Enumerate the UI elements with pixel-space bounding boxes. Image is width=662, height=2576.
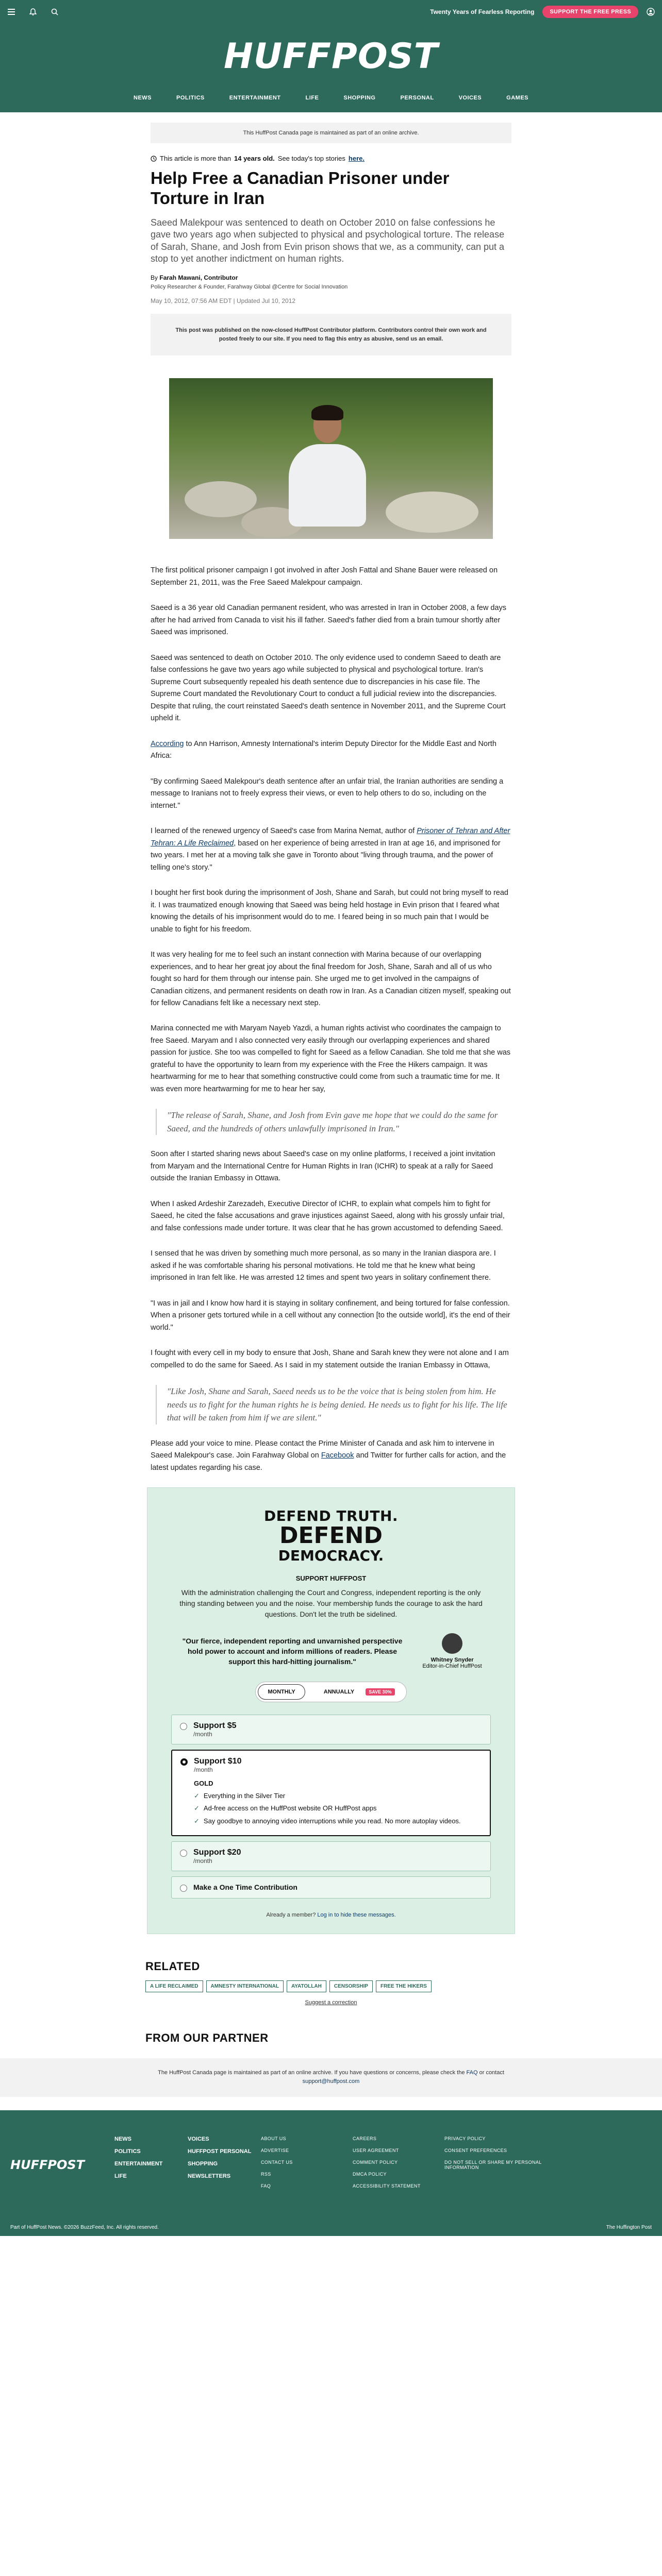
nav-item-entertainment[interactable]: ENTERTAINMENT xyxy=(229,95,281,101)
clock-icon xyxy=(151,156,157,162)
tier-tag: GOLD xyxy=(194,1780,213,1788)
tier-period: /month xyxy=(193,1731,212,1738)
radio-button[interactable] xyxy=(180,1885,187,1892)
related-tags xyxy=(145,1980,517,1992)
paragraph-text: , based on her experience of being arrested in Iran at age 16, and imprisoned for two years. I met her at a moving talk she gave in Toronto about "living through trauma, and the power of telling one's story." xyxy=(151,839,501,872)
tier-name: Support $10 xyxy=(194,1757,242,1766)
list-item xyxy=(194,1817,461,1826)
member-login-link[interactable]: Log in to hide these messages. xyxy=(317,1911,396,1918)
photo-rock xyxy=(185,481,257,517)
radio-button[interactable] xyxy=(180,1723,187,1730)
paragraph: "By confirming Saeed Malekpour's death sentence after an unfair trial, the Iranian authorities are sending a message to Iranians not to freely express their views, or even to help others to do so, including on the internet." xyxy=(151,777,504,810)
from-our-partner-title: FROM OUR PARTNER xyxy=(145,2031,269,2044)
pull-quote: "Like Josh, Shane and Sarah, Saeed needs us to be the voice that is being stolen from him. He needs us to fight for the human rights he is being denied. He needs us to fight for his life. The life that will be taken from him if we are silent." xyxy=(156,1385,511,1425)
support-intro: With the administration challenging the Court and Congress, independent reporting is the only thing standing between you and the noise. Your membership funds the courage to ask the hard questions. Don't let the truth be sidelined. xyxy=(179,1588,483,1619)
paragraph xyxy=(151,738,511,762)
footer-link[interactable]: USER AGREEMENT xyxy=(353,2147,399,2153)
footer-bottom xyxy=(10,2225,652,2230)
menu-icon[interactable] xyxy=(7,8,15,16)
paragraph: Marina connected me with Maryam Nayeb Yazdi, a human rights activist who coordinates the campaign to free Saeed. Maryam and I also connected very easily through our overlapping experiences and shared passion for justice. She too was compelled to fight for Saeed as a fellow Canadian. She told me that she was grateful to have the opportunity to learn from my experience with the Free the Hikers campaign. It was heartwarming for me to hear that something constructive could come from such a traumatic time for me. It was even more heartwarming for me to hear her say, xyxy=(151,1024,511,1093)
note-text: The HuffPost Canada page is maintained as part of an online archive. If you have questions or concerns, please check the xyxy=(158,2069,467,2076)
member-text: Already a member? xyxy=(266,1911,316,1918)
billing-toggle xyxy=(255,1682,406,1702)
save-badge: SAVE 30% xyxy=(366,1688,394,1696)
paragraph: I sensed that he was driven by something much more personal, as so many in the Iranian diaspora are. I asked if he was comfortable sharing his personal motivations. He told me that he knew what being imprisoned in Iran felt like. He was arrested 12 times and spent two years in solitary confinement there. xyxy=(151,1249,496,1282)
article-photo xyxy=(169,378,493,539)
author-name[interactable]: Farah Mawani, Contributor xyxy=(159,274,238,282)
tier-name: Make a One Time Contribution xyxy=(193,1883,297,1891)
archive-notice: This HuffPost Canada page is maintained as part of an online archive. xyxy=(151,123,511,143)
paragraph xyxy=(151,825,511,874)
footer-link[interactable]: FAQ xyxy=(261,2183,271,2189)
tagline: Twenty Years of Fearless Reporting xyxy=(430,8,535,15)
tier-period: /month xyxy=(194,1766,213,1774)
footer-link[interactable]: DMCA POLICY xyxy=(353,2171,387,2177)
author-role: Policy Researcher & Founder, Farahway Global @Centre for Social Innovation xyxy=(151,284,348,291)
search-icon[interactable] xyxy=(51,8,59,16)
support-tiers xyxy=(171,1715,491,1899)
nav-item-voices[interactable]: VOICES xyxy=(458,95,482,101)
notification-bell-icon[interactable] xyxy=(29,8,37,16)
support-headline-3: DEMOCRACY. xyxy=(278,1547,384,1565)
copyright: Part of HuffPost News. ©2026 BuzzFeed, Inc. All rights reserved. xyxy=(10,2224,159,2230)
photo-person-hair xyxy=(311,405,343,420)
nav-item-personal[interactable]: PERSONAL xyxy=(400,95,434,101)
perk-text: Ad-free access on the HuffPost website OR HuffPost apps xyxy=(203,1804,377,1812)
tier-10[interactable] xyxy=(171,1750,491,1836)
footer-link[interactable]: RSS xyxy=(261,2171,271,2177)
faq-link[interactable]: FAQ xyxy=(466,2069,478,2076)
footer-link[interactable]: ABOUT US xyxy=(261,2136,287,2141)
article-subhead: Saeed Malekpour was sentenced to death on October 2010 on false confessions he gave two years ago when subjected to physical and psychological torture. The release of Sarah, Shane, and Josh from Evin prison shows that we, as a community, can put a stop to yet another indictment on human rights. xyxy=(151,217,505,264)
footer-link[interactable]: NEWSLETTERS xyxy=(188,2173,231,2179)
article-body xyxy=(151,565,511,1474)
site-header xyxy=(0,0,662,112)
top-stories-link[interactable]: here. xyxy=(348,155,365,162)
paragraph: It was very healing for me to feel such an instant connection with Marina because of our overlapping experiences, and to hear her great joy about the final freedom for Josh, Shane, Sarah and all of us who fought so hard for them through our intense pain. She urged me to get involved in the campaigns of Canadian citizens, and permanent residents on death row in Iran. As a Canadian citizen myself, speaking out for fellow Canadians felt like a necessary next step. xyxy=(151,951,511,1007)
footer-link[interactable]: ACCESSIBILITY STATEMENT xyxy=(353,2183,421,2189)
age-note-text: This article is more than xyxy=(160,155,231,162)
footer-link[interactable]: ENTERTAINMENT xyxy=(114,2160,163,2167)
tier-one-time[interactable] xyxy=(171,1876,491,1899)
age-note-suffix: See today's top stories xyxy=(277,155,345,162)
facebook-link[interactable]: Facebook xyxy=(321,1451,354,1460)
tier-name: Support $5 xyxy=(193,1721,237,1731)
top-bar-right xyxy=(430,6,655,18)
nav-item-life[interactable]: LIFE xyxy=(305,95,319,101)
nav-item-politics[interactable]: POLITICS xyxy=(176,95,205,101)
according-link[interactable]: According xyxy=(151,739,184,748)
footer-col-company xyxy=(261,2136,353,2195)
nav-item-shopping[interactable]: SHOPPING xyxy=(343,95,376,101)
toggle-monthly[interactable]: MONTHLY xyxy=(258,1684,305,1700)
check-icon: ✓ xyxy=(194,1804,200,1812)
support-headline-1: DEFEND TRUTH. xyxy=(263,1507,399,1525)
photo-person-body xyxy=(289,444,366,527)
footer-link[interactable]: CAREERS xyxy=(353,2136,377,2141)
list-item xyxy=(194,1804,461,1813)
check-icon: ✓ xyxy=(194,1792,200,1800)
toggle-annually[interactable] xyxy=(305,1685,404,1699)
footer-col-more xyxy=(188,2136,261,2195)
footer-link[interactable]: CONTACT US xyxy=(261,2159,293,2165)
tag-censorship[interactable]: CENSORSHIP xyxy=(329,1980,373,1992)
perk-text: Everything in the Silver Tier xyxy=(203,1792,286,1800)
footer-link[interactable]: PRIVACY POLICY xyxy=(444,2136,486,2141)
avatar xyxy=(442,1633,462,1654)
paragraph: Saeed is a 36 year old Canadian permanent resident, who was arrested in Iran in October 2008, a few days after he had arrived from Canada to visit his ill father. Saeed's father died from a brain tumour shortly after Saeed was imprisoned. xyxy=(151,604,506,637)
age-note-value: 14 years old. xyxy=(234,155,275,162)
support-email-link[interactable]: support@huffpost.com xyxy=(302,2078,360,2085)
footer-link[interactable]: HUFFPOST PERSONAL xyxy=(188,2148,252,2155)
article-title: Help Free a Canadian Prisoner under Torture in Iran xyxy=(151,168,450,208)
pull-quote: "The release of Sarah, Shane, and Josh from Evin gave me hope that we could do the same for Saeed, and the hundreds of others unlawfully imprisoned in Iran." xyxy=(156,1109,511,1135)
footer-link[interactable]: SHOPPING xyxy=(188,2160,218,2167)
nav-item-news[interactable]: NEWS xyxy=(134,95,152,101)
tier-period: /month xyxy=(193,1857,212,1865)
paragraph-text: and Twitter for further calls for action, and the latest updates regarding his case. xyxy=(151,1451,506,1472)
tag-ayatollah[interactable]: AYATOLLAH xyxy=(287,1980,326,1992)
paragraph: "I was in jail and I know how hard it is staying in solitary confinement, and being tortured for false confession. When a prisoner gets tortured while in a cell without any connection [to the outside world], it's the end of their world." xyxy=(151,1299,510,1332)
tier-perks xyxy=(194,1791,461,1826)
tag-free-the-hikers[interactable]: FREE THE HIKERS xyxy=(376,1980,432,1992)
footer-link[interactable]: DO NOT SELL OR SHARE MY PERSONAL INFORMATION xyxy=(444,2159,542,2170)
footer-link[interactable]: NEWS xyxy=(114,2136,131,2142)
paragraph: I bought her first book during the imprisonment of Josh, Shane and Sarah, but could not bring myself to read it. I was traumatized enough knowing that Saeed was being held hostage in Evin prison that I feared what knowing the details of his imprisonment would do to me. I feared being in so much pain that I would be unable to fight for his freedom. xyxy=(151,889,508,934)
footer-link[interactable]: VOICES xyxy=(188,2136,209,2142)
check-icon: ✓ xyxy=(194,1817,200,1825)
paragraph: Soon after I started sharing news about Saeed's case on my online platforms, I received a joint invitation from Maryam and the International Centre for Human Rights in Iran (ICHR) to speak at a rally for Saeed outside the Iranian Embassy in Ottawa. xyxy=(151,1150,495,1183)
tier-name: Support $20 xyxy=(193,1848,241,1857)
footer-col-legal xyxy=(353,2136,444,2195)
paragraph: When I asked Ardeshir Zarezadeh, Executive Director of ICHR, to explain what compels him to fight for Saeed, he cited the false accusations and grave injustices against Saeed, along with his grossly unfair trial, and false confessions made under torture. It was clear that he has grown accustomed to defending Saeed. xyxy=(151,1199,505,1232)
article xyxy=(151,123,511,1474)
footer-link[interactable]: CONSENT PREFERENCES xyxy=(444,2147,507,2153)
contributor-notice: This post was published on the now-closed HuffPost Contributor platform. Contributors control their own work and posted freely to our site. If you need to flag this entry as abusive, send us an email. xyxy=(151,314,511,355)
tag-a-life-reclaimed[interactable]: A LIFE RECLAIMED xyxy=(145,1980,203,1992)
footer-col-privacy xyxy=(444,2136,553,2195)
toggle-annually-label: ANNUALLY xyxy=(323,1689,355,1696)
note-text: or contact xyxy=(477,2069,504,2076)
footer-logo[interactable]: HUFFPOST xyxy=(10,2157,85,2172)
suggest-correction-link[interactable]: Suggest a correction xyxy=(305,1999,357,2006)
article-age-notice xyxy=(151,155,511,162)
footer-link[interactable]: LIFE xyxy=(114,2173,127,2179)
related-section xyxy=(145,1960,517,2006)
top-bar xyxy=(0,0,662,24)
editor-info xyxy=(419,1633,486,1669)
article-dates: May 10, 2012, 07:56 AM EDT | Updated Jul 10, 2012 xyxy=(151,297,296,305)
photo-rock xyxy=(386,492,478,533)
tag-amnesty-international[interactable]: AMNESTY INTERNATIONAL xyxy=(206,1980,284,1992)
paragraph: I fought with every cell in my body to ensure that Josh, Shane and Sarah knew they were not alone and I am compelled to do the same for Saeed. As I said in my statement outside the Iranian Embassy in Ottawa, xyxy=(151,1349,509,1369)
footer-col-sections xyxy=(114,2136,188,2195)
editor-name: Whitney Snyder xyxy=(431,1657,474,1664)
support-free-press-button[interactable]: SUPPORT THE FREE PRESS xyxy=(542,6,638,18)
paragraph xyxy=(151,1438,511,1474)
byline xyxy=(151,274,511,290)
paragraph-text: to Ann Harrison, Amnesty International's interim Deputy Director for the Middle East and North Africa: xyxy=(151,739,496,760)
editor-quote-text: "Our fierce, independent reporting and unvarnished perspective hold power to account and inform millions of readers. Please support this hard-hitting journalism." xyxy=(182,1636,403,1666)
paragraph-text: Please add your voice to mine. Please contact the Prime Minister of Canada and ask him to intervene in Saeed Malekpour's case. Join Farahway Global on xyxy=(151,1439,494,1460)
editor-title: Editor-in-Chief HuffPost xyxy=(422,1663,482,1670)
paragraph: The first political prisoner campaign I got involved in after Josh Fattal and Shane Bauer were released on September 21, 2011, was the Free Saeed Malekpour campaign. xyxy=(151,566,498,587)
radio-button[interactable] xyxy=(180,1850,187,1857)
footer-link[interactable]: POLITICS xyxy=(114,2148,141,2155)
paragraph-text: I learned of the renewed urgency of Saeed's case from Marina Nemat, author of xyxy=(151,827,417,836)
footer-link[interactable]: ADVERTISE xyxy=(261,2147,289,2153)
support-label: SUPPORT HUFFPOST xyxy=(295,1574,367,1583)
account-icon[interactable] xyxy=(647,8,655,16)
footer-columns xyxy=(114,2136,553,2195)
radio-button[interactable] xyxy=(180,1758,188,1766)
book-link[interactable]: Prisoner of Tehran and After Tehran: A Life Reclaimed xyxy=(151,827,510,848)
tier-5[interactable] xyxy=(171,1715,491,1744)
perk-text: Say goodbye to annoying video interruptions while you read. No more autoplay videos. xyxy=(203,1817,461,1825)
tier-20[interactable] xyxy=(171,1841,491,1871)
list-item xyxy=(194,1791,461,1801)
related-title: RELATED xyxy=(145,1959,200,1973)
byline-prefix: By xyxy=(151,274,158,282)
footer-link[interactable]: COMMENT POLICY xyxy=(353,2159,398,2165)
paragraph: Saeed was sentenced to death on October 2010. The only evidence used to condemn Saeed to death are false confessions he gave two years ago while subjected to physical and psychological torture. Iran's Supreme Court subsequently repealed his death sentence due to discrepancies in his case file. The Supreme Court mandated the Revolutionary Court to conduct a full judicial review into the discrepancies. Despite that ruling, the court reinstated Saeed's death sentence in November 2011, and the Supreme Court upheld it. xyxy=(151,653,506,723)
member-login-note xyxy=(163,1912,499,1918)
site-footer xyxy=(0,2110,662,2236)
footer-right-text: The Huffington Post xyxy=(606,2224,652,2230)
editor-quote xyxy=(176,1633,486,1669)
support-headline-2: DEFEND xyxy=(279,1522,383,1549)
site-logo[interactable]: HUFFPOST xyxy=(223,36,439,77)
archive-footer-notice xyxy=(0,2058,662,2097)
nav-item-games[interactable]: GAMES xyxy=(506,95,528,101)
main-nav xyxy=(0,95,662,101)
support-huffpost-box xyxy=(147,1487,515,1934)
